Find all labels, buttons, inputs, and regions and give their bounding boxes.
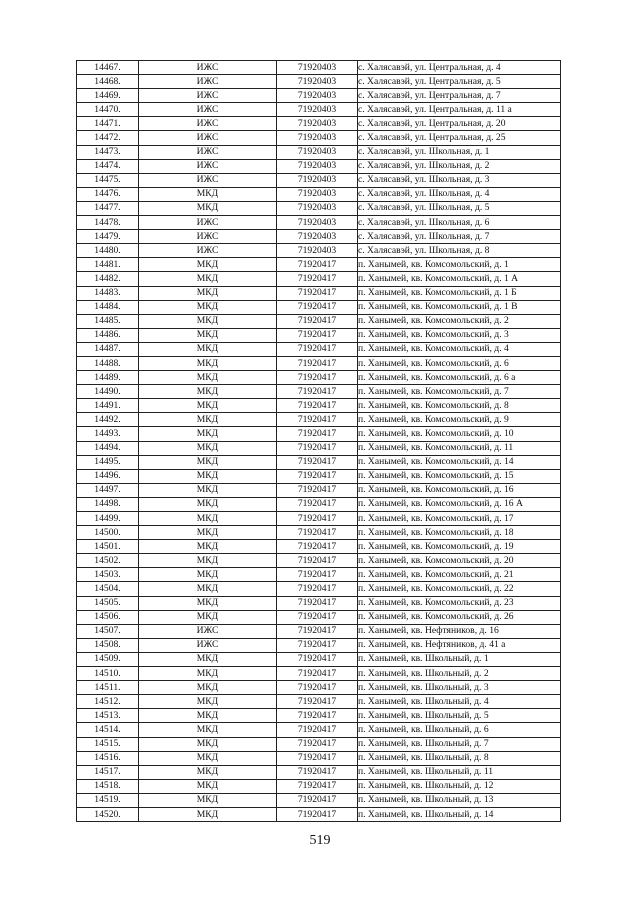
row-number-cell: 14504. (77, 582, 139, 596)
row-number-cell: 14495. (77, 455, 139, 469)
table-row (77, 568, 561, 582)
row-number-cell: 14480. (77, 244, 139, 258)
address-cell: п. Ханымей, кв. Комсомольский, д. 8 (358, 399, 561, 413)
row-number-cell: 14501. (77, 540, 139, 554)
row-number-cell: 14515. (77, 737, 139, 751)
row-number-cell: 14497. (77, 483, 139, 497)
oktmo-code-cell: 71920417 (277, 342, 358, 356)
row-number-cell: 14503. (77, 568, 139, 582)
row-number-cell: 14491. (77, 399, 139, 413)
address-cell: п. Ханымей, кв. Комсомольский, д. 2 (358, 314, 561, 328)
building-type-cell: ИЖС (139, 145, 277, 159)
table-row (77, 737, 561, 751)
oktmo-code-cell: 71920403 (277, 75, 358, 89)
row-number-cell: 14513. (77, 709, 139, 723)
table-row (77, 638, 561, 652)
building-type-cell: МКД (139, 652, 277, 666)
address-cell: п. Ханымей, кв. Школьный, д. 14 (358, 807, 561, 821)
row-number-cell: 14468. (77, 75, 139, 89)
row-number-cell: 14488. (77, 356, 139, 370)
address-cell: п. Ханымей, кв. Комсомольский, д. 1 В (358, 300, 561, 314)
table-row (77, 342, 561, 356)
row-number-cell: 14485. (77, 314, 139, 328)
oktmo-code-cell: 71920403 (277, 89, 358, 103)
row-number-cell: 14508. (77, 638, 139, 652)
building-type-cell: МКД (139, 709, 277, 723)
oktmo-code-cell: 71920417 (277, 526, 358, 540)
table-row (77, 117, 561, 131)
table-row (77, 61, 561, 75)
address-cell: п. Ханымей, кв. Комсомольский, д. 7 (358, 385, 561, 399)
building-type-cell: МКД (139, 272, 277, 286)
address-cell: с. Халясавэй, ул. Школьная, д. 2 (358, 159, 561, 173)
oktmo-code-cell: 71920417 (277, 582, 358, 596)
row-number-cell: 14514. (77, 723, 139, 737)
address-cell: п. Ханымей, кв. Комсомольский, д. 22 (358, 582, 561, 596)
address-cell: п. Ханымей, кв. Комсомольский, д. 6 а (358, 371, 561, 385)
oktmo-code-cell: 71920417 (277, 737, 358, 751)
building-type-cell: МКД (139, 596, 277, 610)
row-number-cell: 14470. (77, 103, 139, 117)
table-row (77, 483, 561, 497)
building-type-cell: МКД (139, 371, 277, 385)
oktmo-code-cell: 71920417 (277, 709, 358, 723)
oktmo-code-cell: 71920417 (277, 652, 358, 666)
building-type-cell: МКД (139, 300, 277, 314)
oktmo-code-cell: 71920403 (277, 216, 358, 230)
table-row (77, 75, 561, 89)
building-type-cell: ИЖС (139, 131, 277, 145)
building-type-cell: МКД (139, 807, 277, 821)
table-row (77, 399, 561, 413)
address-cell: с. Халясавэй, ул. Школьная, д. 3 (358, 173, 561, 187)
oktmo-code-cell: 71920417 (277, 624, 358, 638)
table-row (77, 469, 561, 483)
row-number-cell: 14511. (77, 681, 139, 695)
row-number-cell: 14512. (77, 695, 139, 709)
table-row (77, 441, 561, 455)
table-row (77, 652, 561, 666)
oktmo-code-cell: 71920417 (277, 681, 358, 695)
oktmo-code-cell: 71920403 (277, 201, 358, 215)
address-cell: с. Халясавэй, ул. Центральная, д. 11 а (358, 103, 561, 117)
row-number-cell: 14498. (77, 497, 139, 511)
building-type-cell: МКД (139, 483, 277, 497)
building-type-cell: МКД (139, 258, 277, 272)
address-cell: с. Халясавэй, ул. Школьная, д. 8 (358, 244, 561, 258)
oktmo-code-cell: 71920417 (277, 765, 358, 779)
oktmo-code-cell: 71920417 (277, 695, 358, 709)
table-row (77, 512, 561, 526)
oktmo-code-cell: 71920417 (277, 596, 358, 610)
building-type-cell: ИЖС (139, 159, 277, 173)
building-type-cell: МКД (139, 667, 277, 681)
building-type-cell: МКД (139, 286, 277, 300)
oktmo-code-cell: 71920417 (277, 413, 358, 427)
address-cell: п. Ханымей, кв. Комсомольский, д. 11 (358, 441, 561, 455)
row-number-cell: 14469. (77, 89, 139, 103)
table-row (77, 709, 561, 723)
oktmo-code-cell: 71920403 (277, 244, 358, 258)
oktmo-code-cell: 71920403 (277, 131, 358, 145)
address-cell: п. Ханымей, кв. Нефтяников, д. 41 а (358, 638, 561, 652)
table-row (77, 328, 561, 342)
table-row (77, 159, 561, 173)
row-number-cell: 14477. (77, 201, 139, 215)
building-type-cell: МКД (139, 681, 277, 695)
row-number-cell: 14507. (77, 624, 139, 638)
building-type-cell: МКД (139, 455, 277, 469)
table-row (77, 765, 561, 779)
table-row (77, 681, 561, 695)
building-type-cell: ИЖС (139, 244, 277, 258)
row-number-cell: 14519. (77, 793, 139, 807)
row-number-cell: 14490. (77, 385, 139, 399)
housing-registry-table (76, 60, 561, 822)
address-cell: п. Ханымей, кв. Комсомольский, д. 1 А (358, 272, 561, 286)
table-row (77, 793, 561, 807)
table-row (77, 300, 561, 314)
oktmo-code-cell: 71920417 (277, 469, 358, 483)
oktmo-code-cell: 71920417 (277, 399, 358, 413)
table-row (77, 667, 561, 681)
table-row (77, 258, 561, 272)
address-cell: с. Халясавэй, ул. Школьная, д. 7 (358, 230, 561, 244)
row-number-cell: 14482. (77, 272, 139, 286)
address-cell: п. Ханымей, кв. Комсомольский, д. 23 (358, 596, 561, 610)
address-cell: п. Ханымей, кв. Комсомольский, д. 16 (358, 483, 561, 497)
address-cell: п. Ханымей, кв. Комсомольский, д. 10 (358, 427, 561, 441)
table-row (77, 216, 561, 230)
building-type-cell: МКД (139, 441, 277, 455)
oktmo-code-cell: 71920417 (277, 455, 358, 469)
row-number-cell: 14479. (77, 230, 139, 244)
building-type-cell: МКД (139, 187, 277, 201)
address-cell: п. Ханымей, кв. Школьный, д. 13 (358, 793, 561, 807)
address-cell: п. Ханымей, кв. Комсомольский, д. 16 А (358, 497, 561, 511)
building-type-cell: ИЖС (139, 75, 277, 89)
address-cell: п. Ханымей, кв. Комсомольский, д. 17 (358, 512, 561, 526)
address-cell: п. Ханымей, кв. Комсомольский, д. 15 (358, 469, 561, 483)
address-cell: п. Ханымей, кв. Нефтяников, д. 16 (358, 624, 561, 638)
row-number-cell: 14492. (77, 413, 139, 427)
address-cell: п. Ханымей, кв. Комсомольский, д. 18 (358, 526, 561, 540)
oktmo-code-cell: 71920417 (277, 272, 358, 286)
oktmo-code-cell: 71920417 (277, 638, 358, 652)
oktmo-code-cell: 71920417 (277, 568, 358, 582)
row-number-cell: 14475. (77, 173, 139, 187)
building-type-cell: МКД (139, 469, 277, 483)
building-type-cell: МКД (139, 314, 277, 328)
table-row (77, 624, 561, 638)
building-type-cell: МКД (139, 610, 277, 624)
table-row (77, 131, 561, 145)
table-row (77, 610, 561, 624)
building-type-cell: ИЖС (139, 173, 277, 187)
table-row (77, 89, 561, 103)
row-number-cell: 14502. (77, 554, 139, 568)
row-number-cell: 14510. (77, 667, 139, 681)
address-cell: п. Ханымей, кв. Школьный, д. 6 (358, 723, 561, 737)
page-number: 519 (309, 833, 331, 848)
building-type-cell: МКД (139, 779, 277, 793)
row-number-cell: 14516. (77, 751, 139, 765)
building-type-cell: ИЖС (139, 638, 277, 652)
row-number-cell: 14518. (77, 779, 139, 793)
oktmo-code-cell: 71920417 (277, 483, 358, 497)
table-row (77, 497, 561, 511)
table-row (77, 173, 561, 187)
address-cell: с. Халясавэй, ул. Центральная, д. 5 (358, 75, 561, 89)
table-row (77, 286, 561, 300)
oktmo-code-cell: 71920417 (277, 427, 358, 441)
building-type-cell: МКД (139, 427, 277, 441)
building-type-cell: МКД (139, 512, 277, 526)
address-cell: с. Халясавэй, ул. Центральная, д. 7 (358, 89, 561, 103)
oktmo-code-cell: 71920417 (277, 610, 358, 624)
row-number-cell: 14476. (77, 187, 139, 201)
building-type-cell: МКД (139, 201, 277, 215)
address-cell: с. Халясавэй, ул. Школьная, д. 5 (358, 201, 561, 215)
address-cell: п. Ханымей, кв. Комсомольский, д. 21 (358, 568, 561, 582)
table-row (77, 540, 561, 554)
row-number-cell: 14517. (77, 765, 139, 779)
building-type-cell: МКД (139, 695, 277, 709)
building-type-cell: ИЖС (139, 89, 277, 103)
oktmo-code-cell: 71920417 (277, 314, 358, 328)
row-number-cell: 14494. (77, 441, 139, 455)
table-row (77, 427, 561, 441)
building-type-cell: МКД (139, 356, 277, 370)
table-row (77, 554, 561, 568)
table-row (77, 385, 561, 399)
table-row (77, 582, 561, 596)
building-type-cell: МКД (139, 342, 277, 356)
building-type-cell: ИЖС (139, 216, 277, 230)
row-number-cell: 14474. (77, 159, 139, 173)
table-row (77, 230, 561, 244)
address-cell: с. Халясавэй, ул. Школьная, д. 1 (358, 145, 561, 159)
table-row (77, 244, 561, 258)
table-row (77, 356, 561, 370)
table-row (77, 103, 561, 117)
address-cell: п. Ханымей, кв. Школьный, д. 11 (358, 765, 561, 779)
row-number-cell: 14487. (77, 342, 139, 356)
address-cell: п. Ханымей, кв. Школьный, д. 7 (358, 737, 561, 751)
address-cell: с. Халясавэй, ул. Центральная, д. 4 (358, 61, 561, 75)
address-cell: с. Халясавэй, ул. Школьная, д. 6 (358, 216, 561, 230)
building-type-cell: МКД (139, 723, 277, 737)
oktmo-code-cell: 71920417 (277, 371, 358, 385)
table-row (77, 751, 561, 765)
address-cell: п. Ханымей, кв. Комсомольский, д. 19 (358, 540, 561, 554)
table-row (77, 145, 561, 159)
table-row (77, 526, 561, 540)
building-type-cell: МКД (139, 554, 277, 568)
row-number-cell: 14467. (77, 61, 139, 75)
building-type-cell: ИЖС (139, 624, 277, 638)
oktmo-code-cell: 71920417 (277, 286, 358, 300)
oktmo-code-cell: 71920417 (277, 512, 358, 526)
building-type-cell: МКД (139, 497, 277, 511)
address-cell: п. Ханымей, кв. Комсомольский, д. 20 (358, 554, 561, 568)
oktmo-code-cell: 71920403 (277, 117, 358, 131)
address-cell: п. Ханымей, кв. Комсомольский, д. 14 (358, 455, 561, 469)
building-type-cell: МКД (139, 751, 277, 765)
table-row (77, 201, 561, 215)
row-number-cell: 14473. (77, 145, 139, 159)
building-type-cell: ИЖС (139, 61, 277, 75)
oktmo-code-cell: 71920417 (277, 441, 358, 455)
oktmo-code-cell: 71920417 (277, 554, 358, 568)
table-row (77, 723, 561, 737)
oktmo-code-cell: 71920403 (277, 230, 358, 244)
table-row (77, 596, 561, 610)
oktmo-code-cell: 71920417 (277, 779, 358, 793)
table-row (77, 187, 561, 201)
address-cell: п. Ханымей, кв. Комсомольский, д. 1 Б (358, 286, 561, 300)
address-cell: с. Халясавэй, ул. Центральная, д. 25 (358, 131, 561, 145)
table-body (77, 61, 561, 822)
address-cell: п. Ханымей, кв. Комсомольский, д. 4 (358, 342, 561, 356)
oktmo-code-cell: 71920417 (277, 300, 358, 314)
table-row (77, 779, 561, 793)
oktmo-code-cell: 71920403 (277, 61, 358, 75)
address-cell: п. Ханымей, кв. Школьный, д. 8 (358, 751, 561, 765)
table-row (77, 413, 561, 427)
address-cell: п. Ханымей, кв. Школьный, д. 12 (358, 779, 561, 793)
address-cell: п. Ханымей, кв. Комсомольский, д. 26 (358, 610, 561, 624)
address-cell: с. Халясавэй, ул. Центральная, д. 20 (358, 117, 561, 131)
address-cell: п. Ханымей, кв. Школьный, д. 3 (358, 681, 561, 695)
address-cell: п. Ханымей, кв. Школьный, д. 4 (358, 695, 561, 709)
building-type-cell: МКД (139, 413, 277, 427)
building-type-cell: ИЖС (139, 103, 277, 117)
address-cell: п. Ханымей, кв. Комсомольский, д. 3 (358, 328, 561, 342)
oktmo-code-cell: 71920403 (277, 103, 358, 117)
address-cell: с. Халясавэй, ул. Школьная, д. 4 (358, 187, 561, 201)
oktmo-code-cell: 71920403 (277, 145, 358, 159)
row-number-cell: 14489. (77, 371, 139, 385)
oktmo-code-cell: 71920417 (277, 497, 358, 511)
row-number-cell: 14509. (77, 652, 139, 666)
oktmo-code-cell: 71920417 (277, 793, 358, 807)
oktmo-code-cell: 71920417 (277, 751, 358, 765)
oktmo-code-cell: 71920417 (277, 385, 358, 399)
building-type-cell: МКД (139, 399, 277, 413)
oktmo-code-cell: 71920417 (277, 540, 358, 554)
row-number-cell: 14486. (77, 328, 139, 342)
row-number-cell: 14520. (77, 807, 139, 821)
oktmo-code-cell: 71920417 (277, 807, 358, 821)
building-type-cell: ИЖС (139, 117, 277, 131)
oktmo-code-cell: 71920417 (277, 328, 358, 342)
row-number-cell: 14493. (77, 427, 139, 441)
row-number-cell: 14499. (77, 512, 139, 526)
building-type-cell: МКД (139, 526, 277, 540)
oktmo-code-cell: 71920417 (277, 667, 358, 681)
building-type-cell: МКД (139, 737, 277, 751)
oktmo-code-cell: 71920417 (277, 356, 358, 370)
table-row (77, 272, 561, 286)
row-number-cell: 14484. (77, 300, 139, 314)
table-row (77, 314, 561, 328)
building-type-cell: МКД (139, 793, 277, 807)
building-type-cell: ИЖС (139, 230, 277, 244)
address-cell: п. Ханымей, кв. Комсомольский, д. 1 (358, 258, 561, 272)
building-type-cell: МКД (139, 568, 277, 582)
address-cell: п. Ханымей, кв. Школьный, д. 1 (358, 652, 561, 666)
address-cell: п. Ханымей, кв. Школьный, д. 5 (358, 709, 561, 723)
building-type-cell: МКД (139, 582, 277, 596)
row-number-cell: 14481. (77, 258, 139, 272)
address-cell: п. Ханымей, кв. Школьный, д. 2 (358, 667, 561, 681)
building-type-cell: МКД (139, 328, 277, 342)
building-type-cell: МКД (139, 540, 277, 554)
table-row (77, 695, 561, 709)
row-number-cell: 14500. (77, 526, 139, 540)
row-number-cell: 14496. (77, 469, 139, 483)
oktmo-code-cell: 71920417 (277, 258, 358, 272)
oktmo-code-cell: 71920403 (277, 173, 358, 187)
address-cell: п. Ханымей, кв. Комсомольский, д. 6 (358, 356, 561, 370)
row-number-cell: 14506. (77, 610, 139, 624)
building-type-cell: МКД (139, 385, 277, 399)
building-type-cell: МКД (139, 765, 277, 779)
row-number-cell: 14471. (77, 117, 139, 131)
row-number-cell: 14505. (77, 596, 139, 610)
oktmo-code-cell: 71920403 (277, 187, 358, 201)
oktmo-code-cell: 71920417 (277, 723, 358, 737)
oktmo-code-cell: 71920403 (277, 159, 358, 173)
row-number-cell: 14483. (77, 286, 139, 300)
table-row (77, 455, 561, 469)
table-row (77, 807, 561, 821)
table-row (77, 371, 561, 385)
address-cell: п. Ханымей, кв. Комсомольский, д. 9 (358, 413, 561, 427)
row-number-cell: 14478. (77, 216, 139, 230)
row-number-cell: 14472. (77, 131, 139, 145)
